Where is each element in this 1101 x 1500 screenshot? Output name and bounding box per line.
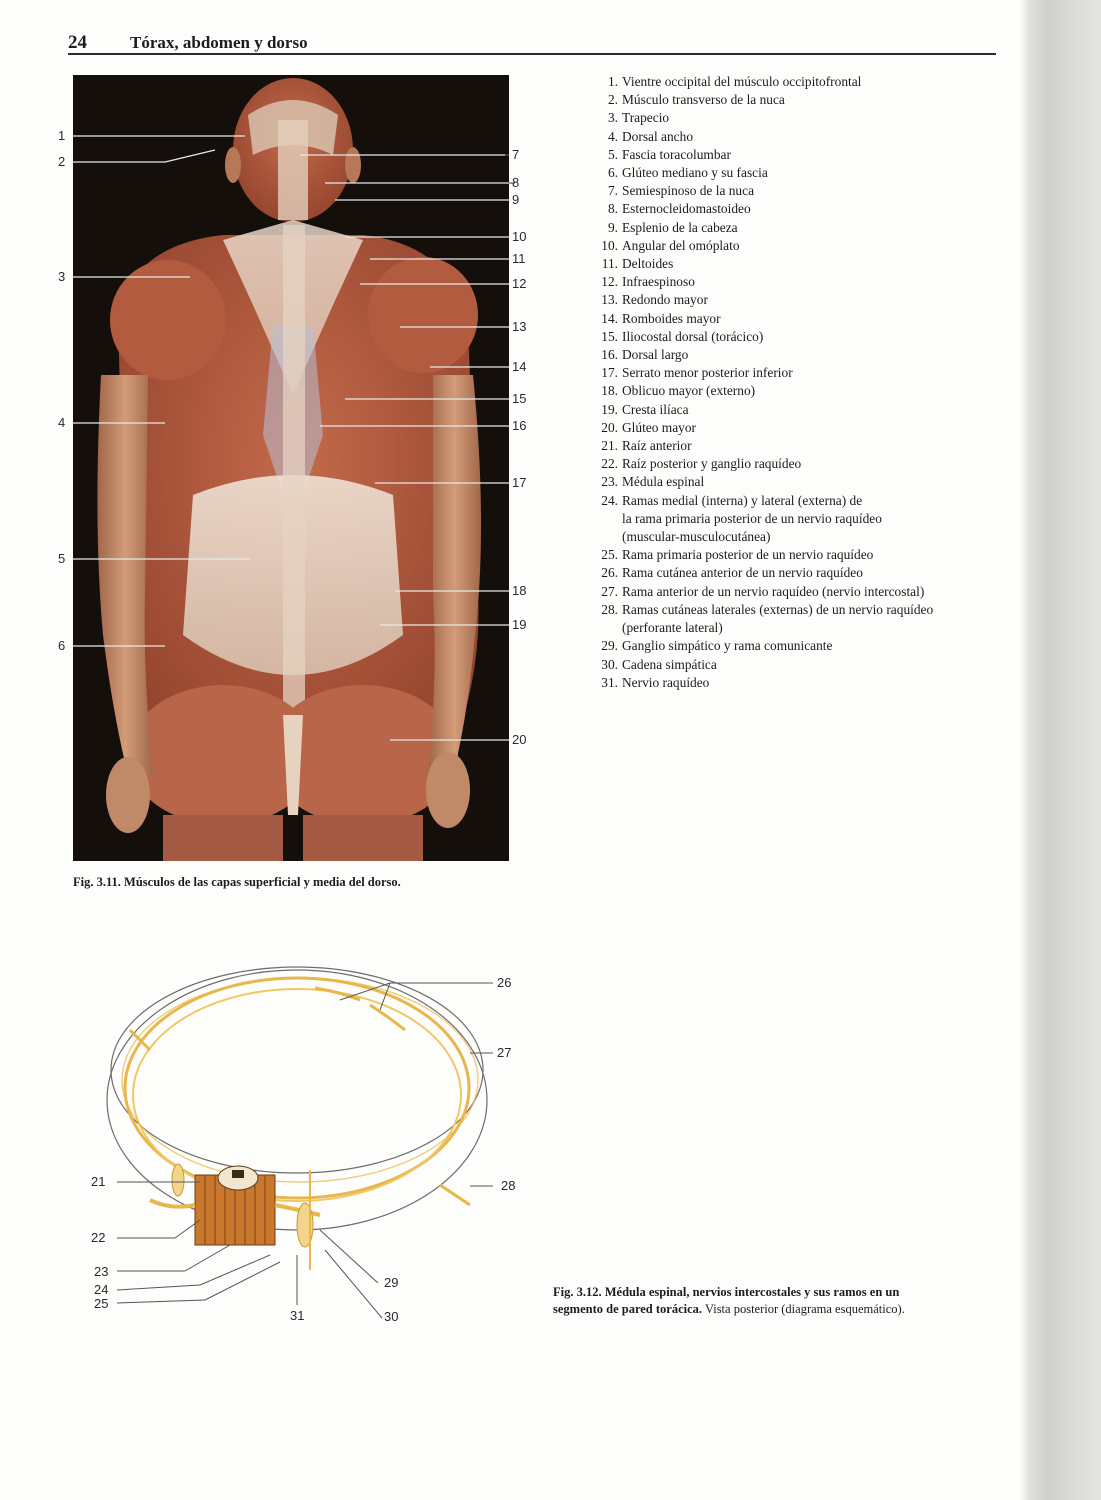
legend-item-number: 1. — [607, 74, 618, 89]
legend-item-text: Semiespinoso de la nuca — [622, 183, 755, 199]
legend-item-number: 21. — [601, 438, 618, 454]
legend-item-text: Ganglio simpático y rama comunicante — [622, 638, 833, 654]
legend-item-text: Vientre occipital del músculo occipitofrontal — [622, 74, 862, 89]
legend-item-number: 31. — [601, 674, 618, 690]
legend-item-number: 28. — [601, 601, 618, 617]
legend-item-text: Dorsal ancho — [622, 128, 694, 144]
legend-item-number: 11. — [601, 256, 618, 272]
callout-15: 15 — [512, 391, 527, 406]
callout-18: 18 — [512, 583, 527, 598]
callout-20: 20 — [512, 732, 527, 747]
legend-item-text: Músculo transverso de la nuca — [622, 92, 785, 108]
legend-item-number: 9. — [607, 219, 618, 235]
callout-1: 1 — [58, 128, 66, 143]
legend-item-text: Oblicuo mayor (externo) — [622, 383, 756, 399]
legend-item-number: 26. — [601, 565, 618, 581]
legend-item-text: Raíz posterior y ganglio raquídeo — [622, 456, 802, 472]
callout-4: 4 — [58, 415, 66, 430]
callout-2: 2 — [58, 154, 66, 169]
legend-item-text: Dorsal largo — [622, 347, 689, 363]
legend-item-text: Médula espinal — [622, 474, 705, 490]
legend-item-number: 29. — [601, 638, 618, 654]
page-number: 24 — [68, 32, 87, 53]
callout-23: 23 — [94, 1264, 109, 1279]
running-title: Tórax, abdomen y dorso — [130, 33, 308, 52]
legend-item-text: Cadena simpática — [622, 656, 717, 672]
legend-item-number: 14. — [601, 310, 618, 326]
legend-item-number: 8. — [607, 201, 618, 217]
legend-item-text: Fascia toracolumbar — [622, 146, 731, 162]
legend-item-text: Infraespinoso — [622, 274, 695, 290]
legend-item-text: Rama cutánea anterior de un nervio raquídeo — [622, 565, 863, 581]
legend-item-text: Raíz anterior — [622, 438, 692, 454]
callout-28: 28 — [501, 1178, 516, 1193]
callout-29: 29 — [384, 1275, 399, 1290]
callout-13: 13 — [512, 319, 527, 334]
callout-7: 7 — [512, 147, 520, 162]
callout-3: 3 — [58, 269, 66, 284]
legend-item-text: la rama primaria posterior de un nervio raquídeo — [622, 510, 882, 526]
legend-item-text: Ramas cutáneas laterales (externas) de un nervio raquídeo — [622, 601, 934, 617]
callout-21: 21 — [91, 1174, 106, 1189]
callout-26: 26 — [497, 975, 512, 990]
legend-item-text: Glúteo mediano y su fascia — [622, 165, 768, 181]
legend-item-text: Trapecio — [622, 110, 670, 126]
legend-item-text: Deltoides — [622, 256, 674, 272]
callout-19: 19 — [512, 617, 527, 632]
callout-14: 14 — [512, 359, 527, 374]
legend-item-text: Ramas medial (interna) y lateral (externa) de — [622, 492, 863, 508]
legend-item-number: 23. — [601, 474, 618, 490]
legend-item-number: 13. — [601, 292, 618, 308]
legend-item-number: 19. — [601, 401, 618, 417]
legend-item-number: 24. — [601, 492, 618, 508]
legend-item-number: 2. — [607, 92, 618, 108]
figure-3-12-caption-rest: Vista posterior (diagrama esquemático). — [702, 1302, 905, 1316]
legend-item-text: Nervio raquídeo — [622, 674, 710, 690]
legend-item-number: 5. — [607, 146, 618, 162]
legend-item-number: 25. — [601, 547, 618, 563]
legend-item-text: Romboides mayor — [622, 310, 721, 326]
legend-item-text: (perforante lateral) — [622, 620, 723, 636]
legend-item-number: 22. — [601, 456, 618, 472]
callout-16: 16 — [512, 418, 527, 433]
callout-12: 12 — [512, 276, 527, 291]
legend-item-text: Esplenio de la cabeza — [622, 219, 738, 235]
legend-item-number: 4. — [607, 128, 618, 144]
figure-3-12-caption — [553, 1284, 923, 1318]
legend-item-number: 18. — [601, 383, 618, 399]
legend-item-text: Rama primaria posterior de un nervio raquídeo — [622, 547, 874, 563]
legend-item-number: 20. — [601, 419, 618, 435]
callout-11: 11 — [512, 251, 526, 266]
callout-22: 22 — [91, 1230, 106, 1245]
legend-item-number: 27. — [601, 583, 618, 599]
figure-3-12-caption-bold: Fig. 3.12. Médula espinal, nervios intercostales y sus ramos en un segmento de pared torácica. — [553, 1285, 900, 1316]
legend-item-text: Esternocleidomastoideo — [622, 201, 751, 217]
legend-item-text: Serrato menor posterior inferior — [622, 365, 793, 381]
legend-item-number: 30. — [601, 656, 618, 672]
legend-item-text: Redondo mayor — [622, 292, 708, 308]
callout-9: 9 — [512, 192, 520, 207]
callout-10: 10 — [512, 229, 527, 244]
legend-item-number: 16. — [601, 347, 618, 363]
legend-item-text: Iliocostal dorsal (torácico) — [622, 328, 764, 344]
callout-17: 17 — [512, 475, 527, 490]
legend-item-number: 15. — [601, 328, 618, 344]
legend-item-number: 3. — [607, 110, 618, 126]
figure-3-11-caption: Fig. 3.11. Músculos de las capas superficial y media del dorso. — [73, 875, 401, 889]
legend-item-number: 17. — [601, 365, 618, 381]
legend-item-text: (muscular-musculocutánea) — [622, 529, 771, 545]
legend-item-text: Angular del omóplato — [622, 237, 740, 253]
legend-item-text: Rama anterior de un nervio raquídeo (nervio intercostal) — [622, 583, 925, 599]
legend-item-number: 7. — [607, 183, 618, 199]
legend-item-number: 12. — [601, 274, 618, 290]
callout-27: 27 — [497, 1045, 512, 1060]
legend-item-number: 10. — [601, 237, 618, 253]
callout-30: 30 — [384, 1309, 399, 1324]
callout-31: 31 — [290, 1308, 305, 1323]
callout-8: 8 — [512, 175, 520, 190]
callout-25: 25 — [94, 1296, 109, 1311]
callout-6: 6 — [58, 638, 66, 653]
legend-item-number: 6. — [607, 165, 618, 181]
legend-item-text: Cresta ilíaca — [622, 401, 689, 417]
legend-item-text: Glúteo mayor — [622, 419, 697, 435]
callout-24: 24 — [94, 1282, 109, 1297]
callout-5: 5 — [58, 551, 66, 566]
